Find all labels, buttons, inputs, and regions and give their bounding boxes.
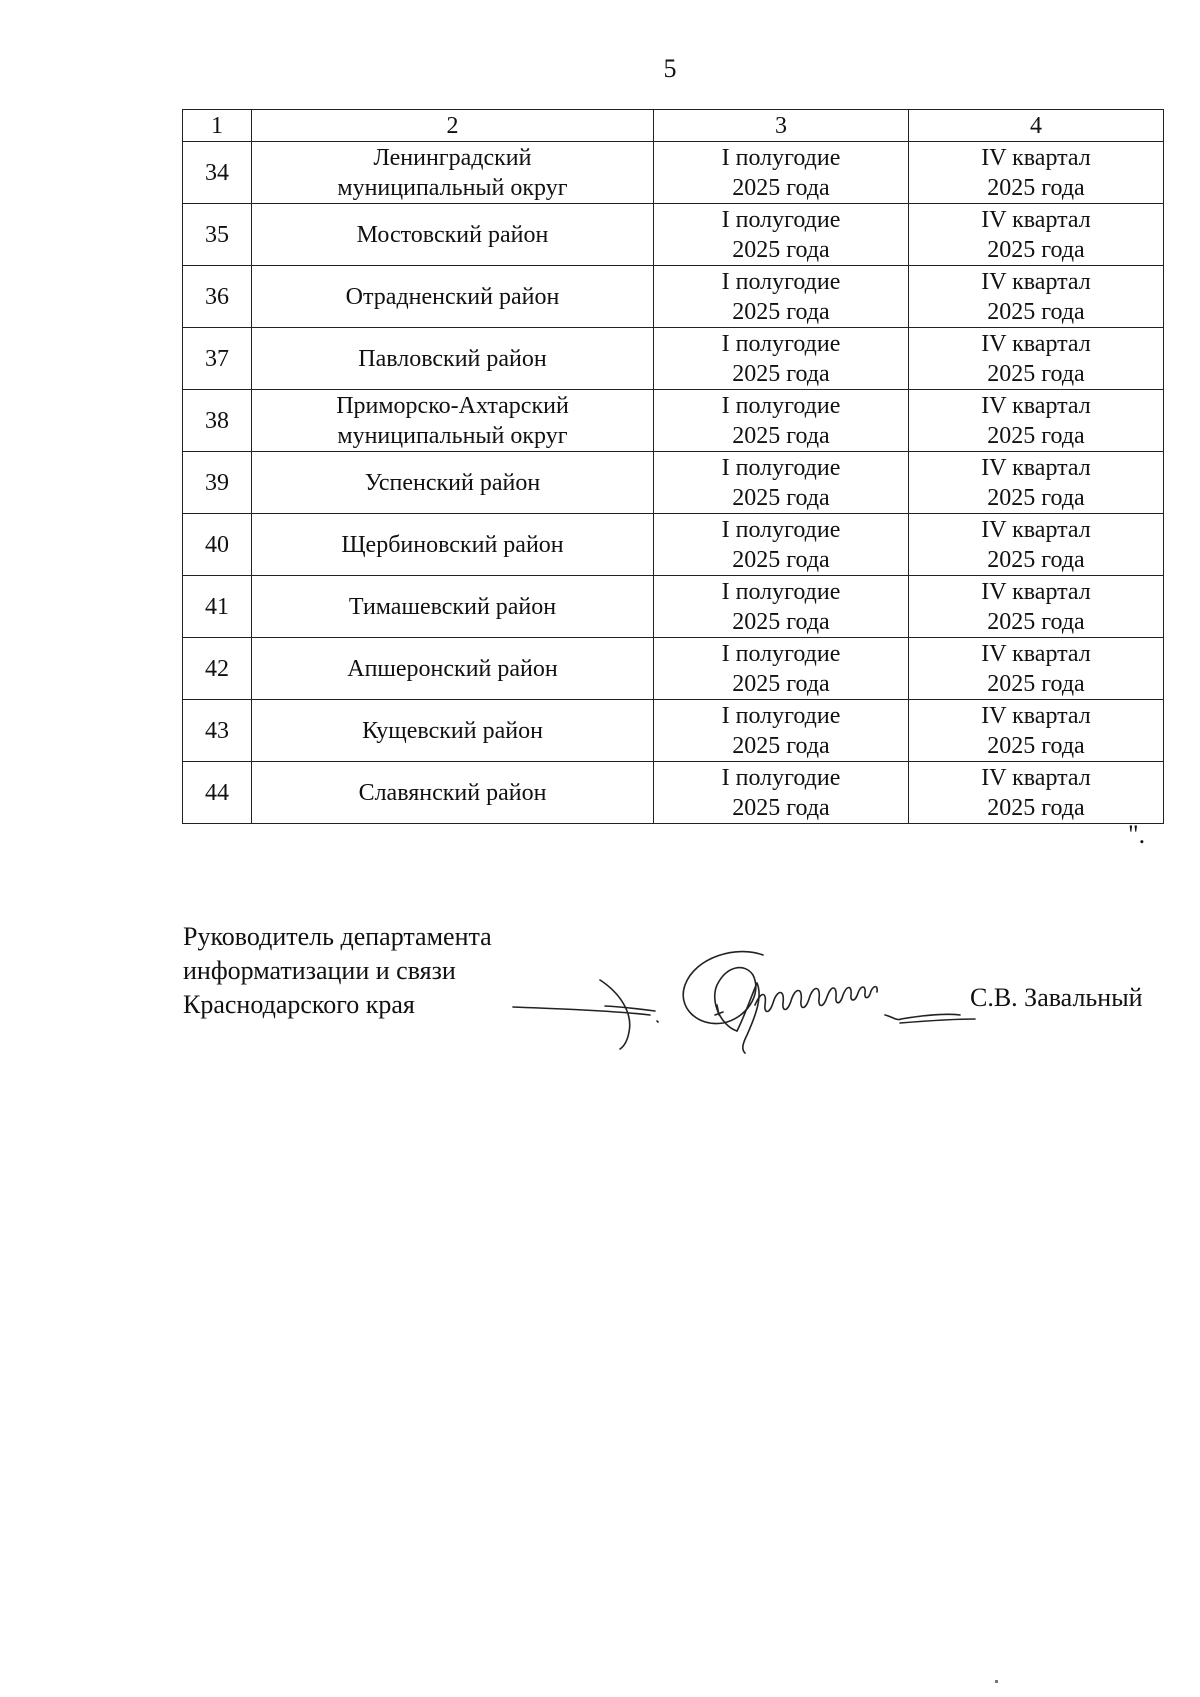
- header-cell-3: 3: [654, 110, 909, 142]
- period-end-cell: [909, 266, 1164, 328]
- handwritten-signature: [505, 935, 1005, 1060]
- period-start-cell-line: 2025 года: [732, 484, 830, 511]
- period-start-cell-line: 2025 года: [732, 670, 830, 697]
- period-end-cell: [909, 328, 1164, 390]
- row-number-cell: 41: [183, 576, 252, 638]
- period-end-cell: [909, 576, 1164, 638]
- row-number-cell: 34: [183, 142, 252, 204]
- period-end-cell: [909, 514, 1164, 576]
- period-end-cell: [909, 452, 1164, 514]
- row-number-cell: 43: [183, 700, 252, 762]
- signatory-name: С.В. Завальный: [970, 983, 1143, 1012]
- period-start-cell-line: I полугодие: [721, 764, 841, 791]
- municipality-cell-line: Тимашевский район: [348, 593, 557, 620]
- period-end-cell-line: 2025 года: [987, 360, 1085, 387]
- table-row: [183, 576, 1164, 638]
- row-number-cell: 44: [183, 762, 252, 824]
- period-start-cell-line: 2025 года: [732, 732, 830, 759]
- signatory-position: [183, 920, 492, 1022]
- period-start-cell-line: I полугодие: [721, 578, 841, 605]
- period-end-cell-line: IV квартал: [981, 454, 1091, 481]
- period-end-cell-line: IV квартал: [981, 516, 1091, 543]
- period-end-cell-line: IV квартал: [981, 392, 1091, 419]
- municipality-cell-line: Славянский район: [358, 779, 547, 806]
- table-row: [183, 638, 1164, 700]
- municipality-cell: [252, 328, 654, 390]
- table-header-row: [183, 110, 1164, 142]
- municipality-cell: [252, 266, 654, 328]
- municipality-cell-line: Мостовский район: [356, 221, 549, 248]
- municipality-cell-line: Щербиновский район: [341, 531, 564, 558]
- period-end-cell-line: IV квартал: [981, 702, 1091, 729]
- period-end-cell: [909, 142, 1164, 204]
- period-end-cell-line: IV квартал: [981, 144, 1091, 171]
- period-end-cell: [909, 204, 1164, 266]
- period-end-cell: [909, 638, 1164, 700]
- municipality-cell-line: Кущевский район: [362, 717, 543, 744]
- closing-quote: ".: [1128, 820, 1146, 849]
- period-end-cell-line: IV квартал: [981, 640, 1091, 667]
- municipality-cell: [252, 142, 654, 204]
- header-cell-2: 2: [252, 110, 654, 142]
- period-end-cell-line: 2025 года: [987, 608, 1085, 635]
- period-end-cell-line: 2025 года: [987, 484, 1085, 511]
- period-start-cell-line: 2025 года: [732, 174, 830, 201]
- schedule-table: [182, 109, 1164, 824]
- municipality-cell-line: муниципальный округ: [337, 422, 568, 449]
- period-end-cell-line: IV квартал: [981, 206, 1091, 233]
- table-row: [183, 266, 1164, 328]
- scan-artifact-dot: [995, 1680, 998, 1683]
- municipality-cell: [252, 700, 654, 762]
- period-end-cell-line: IV квартал: [981, 578, 1091, 605]
- municipality-cell: [252, 204, 654, 266]
- municipality-cell: [252, 638, 654, 700]
- municipality-cell-line: Ленинградский: [373, 144, 532, 171]
- period-start-cell-line: I полугодие: [721, 206, 841, 233]
- row-number-cell: 36: [183, 266, 252, 328]
- period-end-cell-line: IV квартал: [981, 330, 1091, 357]
- municipality-cell-line: Приморско-Ахтарский: [336, 392, 569, 419]
- municipality-cell: [252, 762, 654, 824]
- municipality-cell-line: муниципальный округ: [337, 174, 568, 201]
- period-end-cell: [909, 390, 1164, 452]
- period-start-cell-line: I полугодие: [721, 516, 841, 543]
- period-start-cell: [654, 204, 909, 266]
- municipality-cell: [252, 452, 654, 514]
- page-number: 5: [663, 54, 677, 83]
- table-row: [183, 390, 1164, 452]
- period-end-cell: [909, 762, 1164, 824]
- municipality-cell-line: Павловский район: [358, 345, 547, 372]
- period-end-cell-line: 2025 года: [987, 732, 1085, 759]
- table-row: [183, 700, 1164, 762]
- period-start-cell-line: 2025 года: [732, 422, 830, 449]
- signatory-position-line-3: Краснодарского края: [183, 990, 415, 1019]
- municipality-cell: [252, 576, 654, 638]
- period-end-cell-line: 2025 года: [987, 670, 1085, 697]
- period-start-cell-line: 2025 года: [732, 360, 830, 387]
- period-end-cell: [909, 700, 1164, 762]
- period-start-cell-line: 2025 года: [732, 608, 830, 635]
- period-start-cell: [654, 762, 909, 824]
- period-start-cell-line: I полугодие: [721, 454, 841, 481]
- municipality-cell-line: Отрадненский район: [345, 283, 560, 310]
- period-start-cell: [654, 700, 909, 762]
- period-end-cell-line: 2025 года: [987, 794, 1085, 821]
- period-start-cell-line: 2025 года: [732, 546, 830, 573]
- period-end-cell-line: IV квартал: [981, 268, 1091, 295]
- table-row: [183, 142, 1164, 204]
- period-start-cell-line: I полугодие: [721, 392, 841, 419]
- row-number-cell: 39: [183, 452, 252, 514]
- table-row: [183, 762, 1164, 824]
- period-start-cell: [654, 576, 909, 638]
- row-number-cell: 42: [183, 638, 252, 700]
- period-start-cell: [654, 266, 909, 328]
- table-row: [183, 452, 1164, 514]
- header-cell-4: 4: [909, 110, 1164, 142]
- period-start-cell-line: 2025 года: [732, 794, 830, 821]
- municipality-cell-line: Успенский район: [364, 469, 541, 496]
- period-end-cell-line: 2025 года: [987, 546, 1085, 573]
- period-end-cell-line: 2025 года: [987, 422, 1085, 449]
- period-start-cell-line: I полугодие: [721, 268, 841, 295]
- table-row: [183, 514, 1164, 576]
- signatory-position-line-2: информатизации и связи: [183, 956, 456, 985]
- period-end-cell-line: 2025 года: [987, 236, 1085, 263]
- municipality-cell: [252, 514, 654, 576]
- row-number-cell: 40: [183, 514, 252, 576]
- period-start-cell-line: 2025 года: [732, 298, 830, 325]
- period-start-cell: [654, 142, 909, 204]
- period-start-cell: [654, 328, 909, 390]
- header-cell-1: 1: [183, 110, 252, 142]
- municipality-cell-line: Апшеронский район: [347, 655, 558, 682]
- row-number-cell: 37: [183, 328, 252, 390]
- period-start-cell: [654, 390, 909, 452]
- municipality-cell: [252, 390, 654, 452]
- signatory-position-line-1: Руководитель департамента: [183, 922, 492, 951]
- period-start-cell: [654, 514, 909, 576]
- period-end-cell-line: IV квартал: [981, 764, 1091, 791]
- period-end-cell-line: 2025 года: [987, 174, 1085, 201]
- period-start-cell-line: 2025 года: [732, 236, 830, 263]
- table-row: [183, 328, 1164, 390]
- period-end-cell-line: 2025 года: [987, 298, 1085, 325]
- row-number-cell: 38: [183, 390, 252, 452]
- period-start-cell: [654, 638, 909, 700]
- period-start-cell-line: I полугодие: [721, 144, 841, 171]
- period-start-cell-line: I полугодие: [721, 640, 841, 667]
- period-start-cell-line: I полугодие: [721, 702, 841, 729]
- period-start-cell: [654, 452, 909, 514]
- table-row: [183, 204, 1164, 266]
- table-body: [183, 110, 1164, 824]
- row-number-cell: 35: [183, 204, 252, 266]
- period-start-cell-line: I полугодие: [721, 330, 841, 357]
